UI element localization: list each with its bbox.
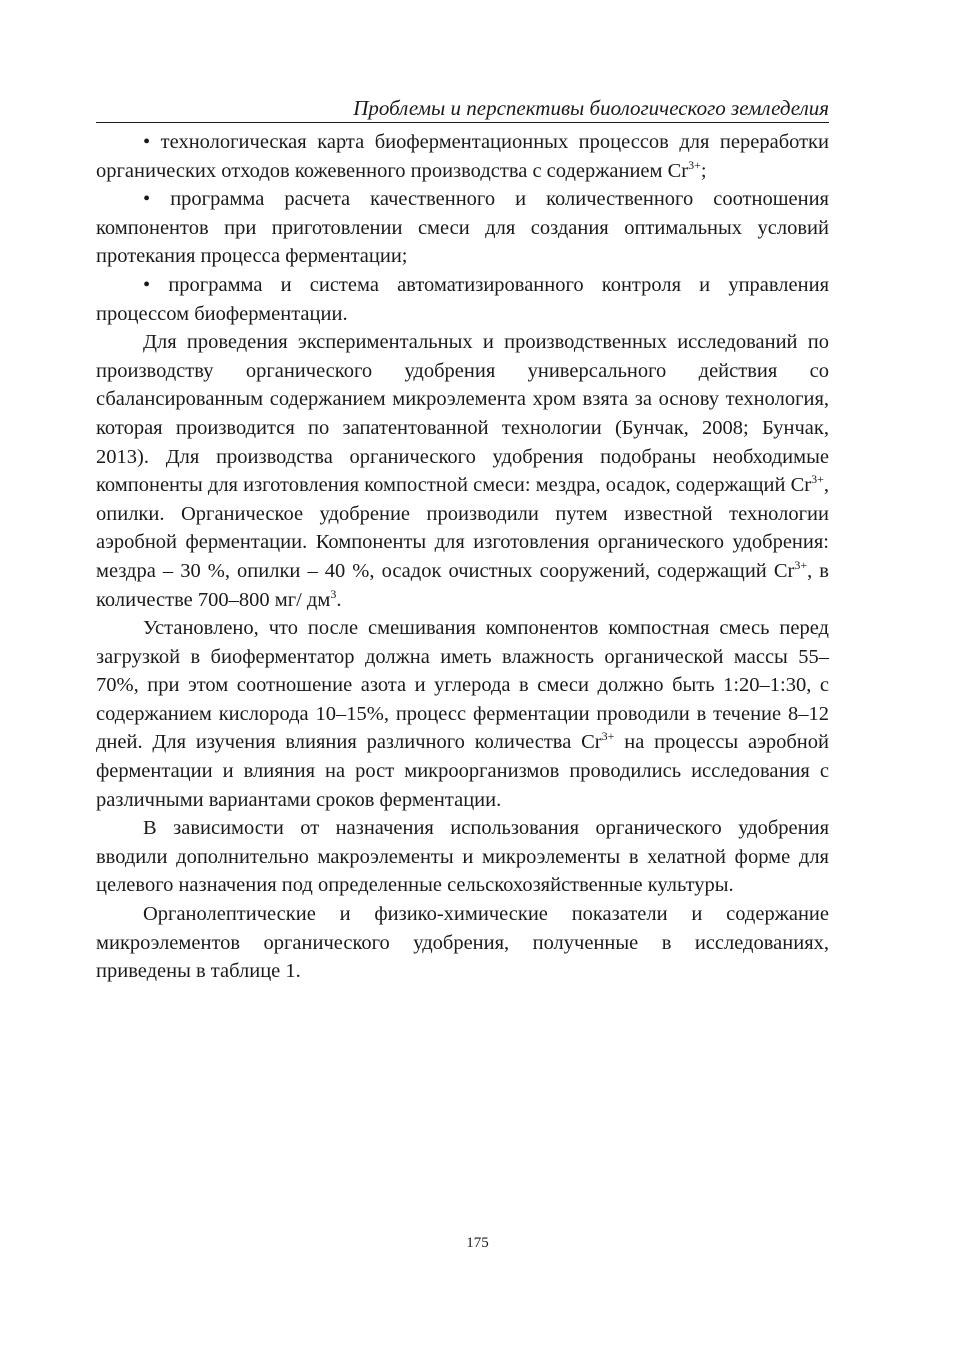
superscript-cubic: 3 (330, 586, 337, 601)
paragraph-chelated-elements: В зависимости от назначения использования органического удобрения вводили дополнительно макроэлементы и микроэлементы в хелатной форме для целевого назначения под определенные сельскохозяйственные культуры. (96, 817, 829, 897)
bullet-item-calc-program: • программа расчета качественного и количественного соотношения компонентов при приготовлении смеси для создания оптимальных условий протекания процесса ферментации; (96, 188, 829, 268)
paragraph-composting-conditions (96, 614, 829, 814)
paragraph-research-technology (96, 328, 829, 614)
bullet-item-control-system: • программа и система автоматизированного контроля и управления процессом биоферментации. (96, 273, 829, 325)
running-header (96, 96, 829, 123)
bullet-item-tech-map-text: • технологическая карта биоферментационных процессов для переработки органических отходов кожевенного производства с содержанием Cr (96, 131, 829, 182)
running-header-title: Проблемы и перспективы биологического земледелия (353, 96, 829, 120)
paragraph-text: , опилки. Органическое удобрение производили путем известной технологии аэробной ферментации. Компоненты для изготовления органического удобрения: мездра – 30 %, опилки – 40 %, осадок очистных сооружений, содержащий Cr (96, 474, 829, 582)
paragraph-text: Установлено, что после смешивания компонентов компостная смесь перед загрузкой в биоферментатор должна иметь влажность органической массы 55–70%, при этом соотношение азота и углерода в смеси должно быть 1:20–1:30, с содержанием кислорода 10–15%, процесс ферментации проводили в течение 8–12 дней. Для изучения влияния различного количества Cr (96, 617, 829, 754)
bullet-item-tech-map-end: ; (700, 159, 707, 182)
paragraph-text: . (336, 588, 342, 611)
page-body (96, 128, 829, 986)
paragraph-table-reference: Органолептические и физико-химические показатели и содержание микроэлементов органического удобрения, полученные в исследованиях, приведены в таблице 1. (96, 903, 829, 983)
superscript-cr-charge: 3+ (794, 557, 808, 572)
paragraph-text: Для проведения экспериментальных и производственных исследований по производству органического удобрения универсального действия со сбалансированным содержанием микроэлемента хром взята за основу технология, которая производится по запатентованной технологии (Бунчак, 2008; Бунчак, 2013). Для производства органического удобрения подобраны необходимые компоненты для изготовления компостной смеси: мездра, осадок, содержащий Cr (96, 331, 829, 497)
paragraph-text: на процессы аэробной ферментации и влияния на рост микроорганизмов проводились исследования с различными вариантами сроков ферментации. (96, 731, 829, 811)
paragraph-text: , в количестве 700–800 мг/ дм (96, 559, 829, 611)
page-number: 175 (466, 1235, 489, 1251)
superscript-cr-charge: 3+ (688, 157, 701, 172)
superscript-cr-charge: 3+ (811, 472, 824, 487)
superscript-cr-charge: 3+ (601, 729, 615, 744)
bullet-item-tech-map (96, 128, 829, 185)
